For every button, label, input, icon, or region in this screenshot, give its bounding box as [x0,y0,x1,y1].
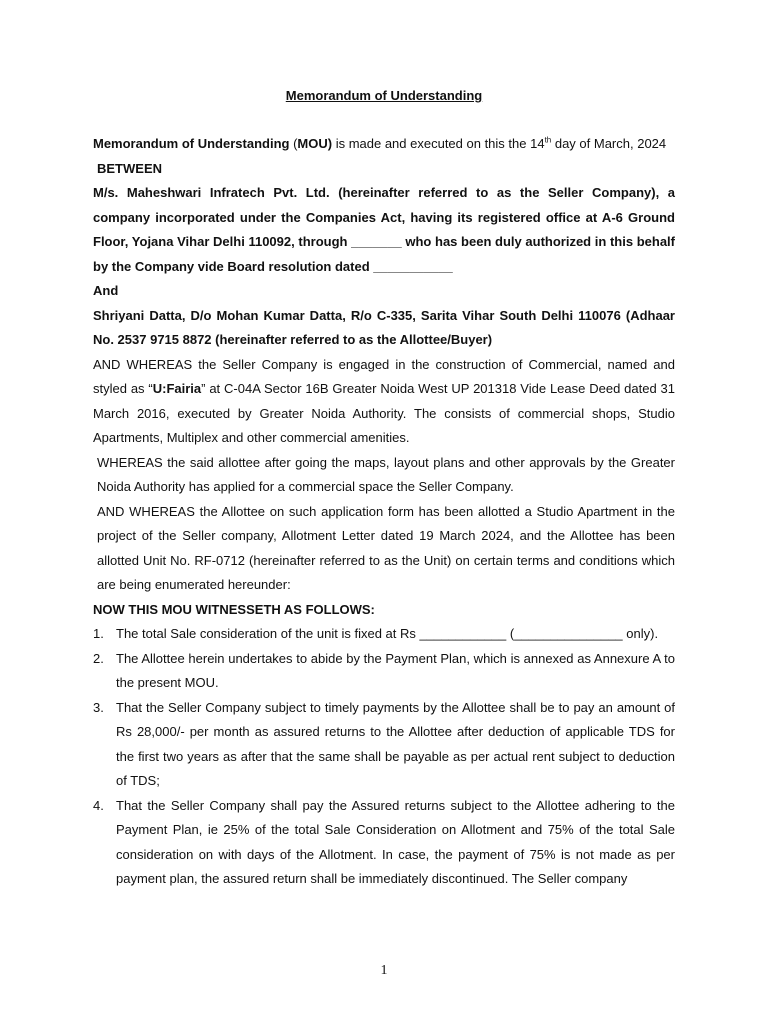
clause-number: 3. [93,699,104,715]
clause-text: The Allottee herein undertakes to abide by the Payment Plan, which is annexed as Annexure A to the present MOU. [116,650,675,690]
clause-list [93,622,675,892]
whereas-paragraph-2: WHEREAS the said allottee after going the maps, layout plans and other approvals by the Greater Noida Authority has applied for a commercial space the Seller Company. [97,454,675,494]
and-heading: And [93,283,119,298]
intro-mou: MOU) [297,136,333,151]
clause-item [93,622,675,647]
whereas-1-after: ” at C-04A Sector 16B Greater Noida West UP 201318 Vide Lease Deed dated 31 March 2016, executed by Greater Noida Authority. The consists of commercial shops, Studio Apartments, Multiplex and other commercial amenities. [93,381,675,445]
witnesseth-heading: NOW THIS MOU WITNESSETH AS FOLLOWS: [93,601,375,617]
whereas-paragraph-1 [93,353,675,451]
seller-party: M/s. Maheshwari Infratech Pvt. Ltd. (hereinafter referred to as the Seller Company), a company incorporated under the Companies Act, having its registered office at A-6 Ground Floor, Yojana Vihar Delhi 110092, through _______ who has been duly authorized in this behalf by the Company vide Board resolution dated ___________ [93,185,675,274]
document-title: Memorandum of Understanding [285,88,483,103]
between-heading: BETWEEN [97,160,162,176]
intro-superscript: th [544,135,552,145]
clause-number: 4. [93,797,104,813]
clause-item [93,794,675,892]
clause-item [93,647,675,696]
clause-text: The total Sale consideration of the unit is fixed at Rs ____________ (_______________ only). [116,626,659,641]
intro-text: is made and executed on this the 14 [332,136,545,151]
clause-number: 1. [93,626,104,641]
whereas-1-before: AND WHEREAS the Seller Company is engaged in the construction of Commercial, named and styled as “ [93,356,675,396]
document-body [93,132,675,892]
page-number: 1 [380,963,388,978]
clause-item [93,696,675,794]
clause-text: That the Seller Company subject to timely payments by the Allottee shall be to pay an amount of Rs 28,000/- per month as assured returns to the Allottee after deduction of applicable TDS for the first two years as after that the same shall be payable as per actual rent subject to deduction of TDS; [116,699,675,788]
intro-text-after: day of March, 2024 [551,136,667,151]
clause-text: That the Seller Company shall pay the Assured returns subject to the Allottee adhering to the Payment Plan, ie 25% of the total Sale Consideration on Allotment and 75% of the total Sale consideration on with days of the Allotment. In case, the payment of 75% is not made as per payment plan, the assured return shall be immediately discontinued. The Seller company [116,797,675,886]
whereas-paragraph-3: AND WHEREAS the Allottee on such application form has been allotted a Studio Apartment in the project of the Seller company, Allotment Letter dated 19 March 2024, and the Allottee has been allotted Unit No. RF-0712 (hereinafter referred to as the Unit) on certain terms and conditions which are being enumerated hereunder: [97,503,675,592]
intro-paren: ( [289,136,298,151]
buyer-party: Shriyani Datta, D/o Mohan Kumar Datta, R/o C-335, Sarita Vihar South Delhi 110076 (Adhaar No. 2537 9715 8872 (hereinafter referred to as the Allottee/Buyer) [93,307,675,347]
clause-number: 2. [93,650,104,666]
intro-bold-title: Memorandum of Understanding [93,136,290,151]
project-name: U:Fairia [152,381,202,396]
intro-paragraph [93,132,675,157]
